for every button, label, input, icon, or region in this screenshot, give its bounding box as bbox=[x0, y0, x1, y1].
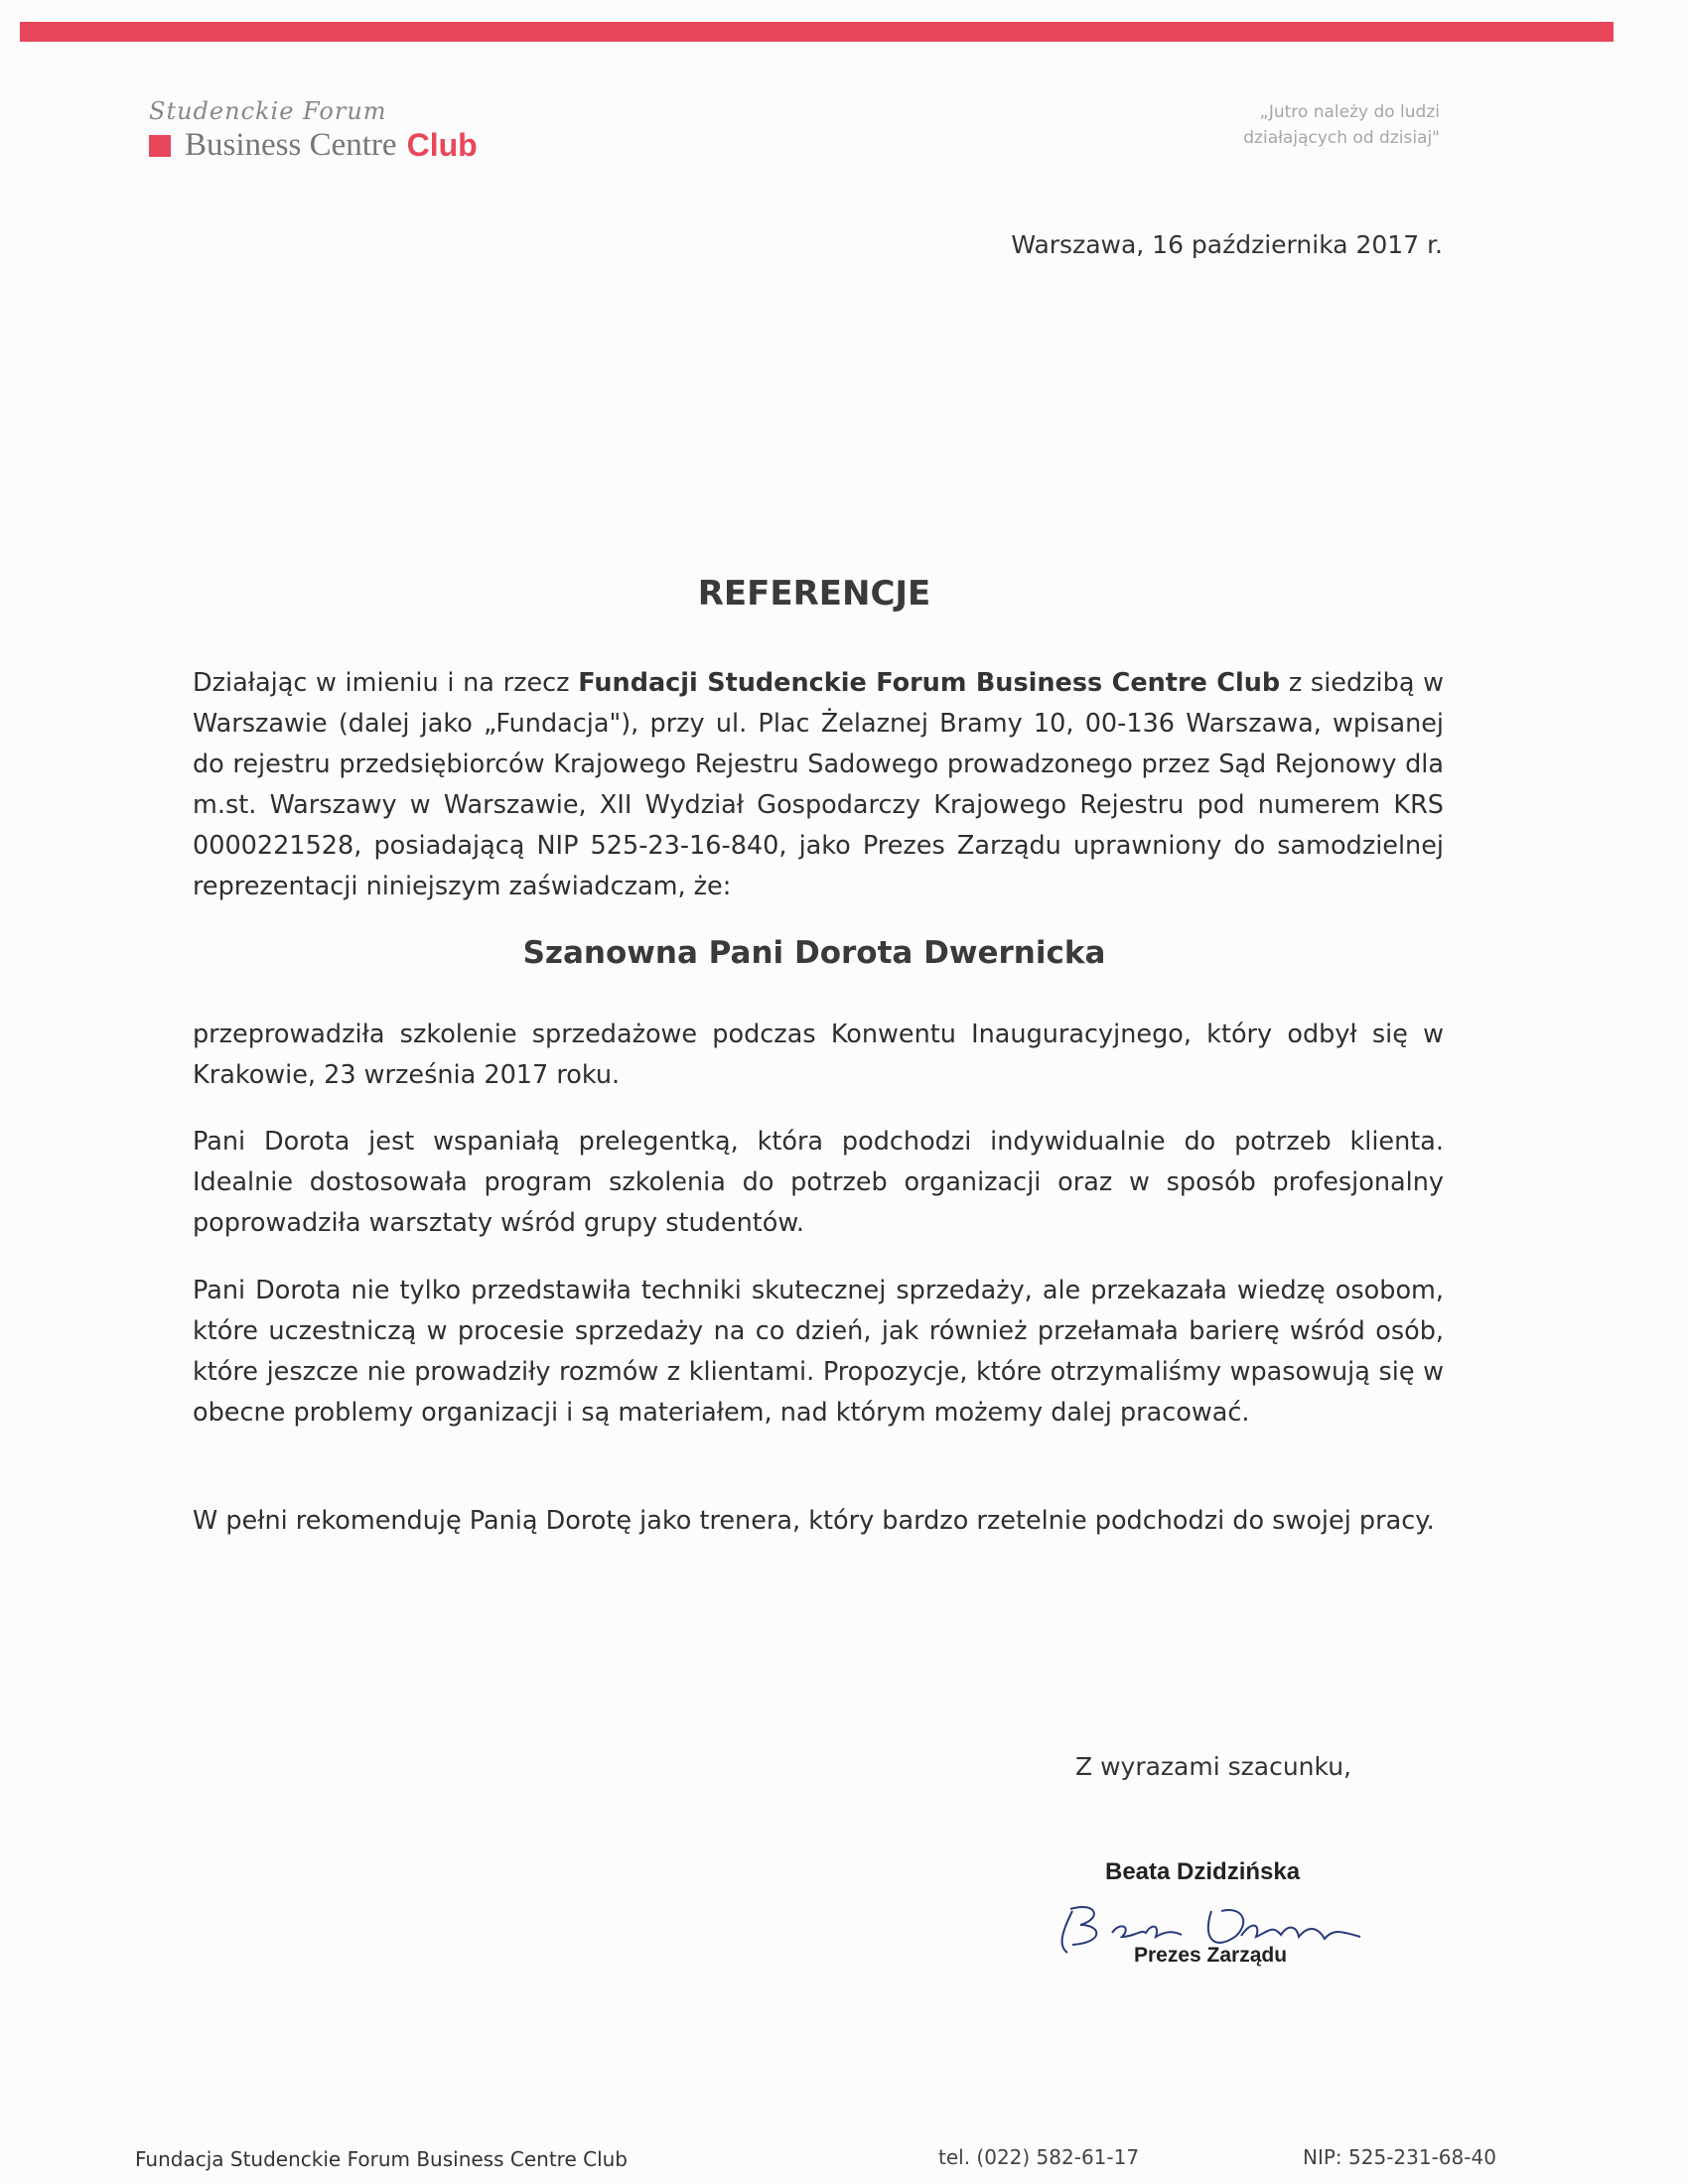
logo-square-icon bbox=[149, 135, 171, 157]
paragraph-intro bbox=[193, 663, 1444, 907]
logo-tagline: Studenckie Forum bbox=[149, 97, 387, 125]
document-title: REFERENCJE bbox=[697, 574, 931, 614]
paragraph-speaker: Pani Dorota jest wspaniałą prelegentką, która podchodzi indywidualnie do potrzeb klienta. Idealnie dostosowała program szkolenia do potrzeb organizacji oraz w sposób profesjonalny poprowadziła warsztaty wśród grupy studentów. bbox=[193, 1127, 1444, 1238]
top-accent-bar bbox=[20, 22, 1614, 42]
intro-before: Działając w imieniu i na rzecz bbox=[193, 668, 579, 698]
logo bbox=[149, 97, 478, 164]
motto-line1: „Jutro należy do ludzi bbox=[1259, 102, 1440, 122]
logo-club: Club bbox=[406, 127, 478, 163]
motto-line2: działających od dzisiaj" bbox=[1243, 128, 1440, 148]
motto bbox=[1243, 99, 1440, 151]
footer-nip: NIP: 525-231-68-40 bbox=[1303, 2145, 1496, 2169]
recipient-name: Szanowna Pani Dorota Dwernicka bbox=[522, 935, 1106, 971]
intro-after: z siedzibą w Warszawie (dalej jako „Fundacja"), przy ul. Plac Żelaznej Bramy 10, 00-136 Warszawa, wpisanej do rejestru przedsiębiorców Krajowego Rejestru Sadowego prowadzonego przez Sąd Rejonowy dla m.st. Warszawy w Warszawie, XII Wydział Gospodarczy Krajowego Rejestru pod numerem KRS 0000221528, posiadającą NIP 525-23-16-840, jako Prezes Zarządu uprawniony do samodzielnej reprezentacji niniejszym zaświadczam, że: bbox=[193, 668, 1444, 901]
footer-phone: tel. (022) 582-61-17 bbox=[938, 2145, 1140, 2169]
logo-business-centre: Business Centre bbox=[185, 127, 397, 163]
paragraph-techniques: Pani Dorota nie tylko przedstawiła techniki skutecznej sprzedaży, ale przekazała wiedzę osobom, które uczestniczą w procesie sprzedaży na co dzień, jak również przełamała barierę wśród osób, które jeszcze nie prowadziły rozmów z klientami. Propozycje, które otrzymaliśmy wpasowują się w obecne problemy organizacji i są materiałem, nad którym możemy dalej pracować. bbox=[193, 1276, 1444, 1428]
closing-salutation: Z wyrazami szacunku, bbox=[1075, 1752, 1352, 1781]
intro-organization: Fundacji Studenckie Forum Business Centre Club bbox=[578, 668, 1281, 698]
paragraph-training: przeprowadziła szkolenie sprzedażowe podczas Konwentu Inauguracyjnego, który odbył się w Krakowie, 23 września 2017 roku. bbox=[193, 1020, 1444, 1090]
letter-date: Warszawa, 16 października 2017 r. bbox=[1011, 230, 1443, 259]
stamp-name: Beata Dzidzińska bbox=[1105, 1858, 1301, 1885]
paragraph-recommendation: W pełni rekomenduję Panią Dorotę jako trenera, który bardzo rzetelnie podchodzi do swojej pracy. bbox=[193, 1506, 1435, 1536]
footer-organization: Fundacja Studenckie Forum Business Centre Club bbox=[135, 2147, 629, 2171]
stamp-role: Prezes Zarządu bbox=[1134, 1944, 1288, 1967]
logo-wordmark bbox=[149, 127, 478, 164]
